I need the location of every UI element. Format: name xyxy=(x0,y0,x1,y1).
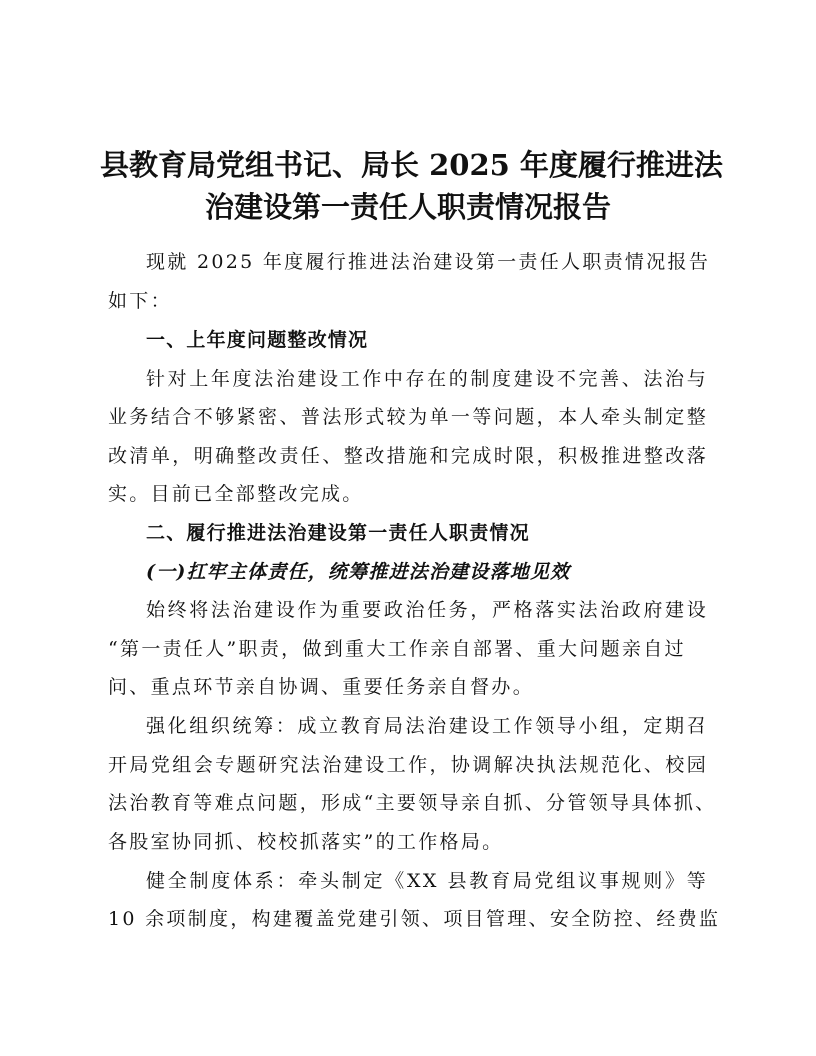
paragraph-b-line-1: 强化组织统筹：成立教育局法治建设工作领导小组，定期召 xyxy=(146,715,708,737)
paragraph-a-line-1: 始终将法治建设作为重要政治任务，严格落实法治政府建设 xyxy=(146,599,708,621)
paragraph-b-line-2: 开局党组会专题研究法治建设工作，协调解决执法规范化、校园 xyxy=(108,754,708,776)
paragraph-a-line-2: “第一责任人”职责，做到重大工作亲自部署、重大问题亲自过 xyxy=(108,638,686,660)
paragraph-c-line-1: 健全制度体系：牵头制定《XX 县教育局党组议事规则》等 xyxy=(146,870,708,892)
document-title-line-1: 县教育局党组书记、局长 2025 年度履行推进法 xyxy=(100,148,723,182)
section-2-heading: 二、履行推进法治建设第一责任人职责情况 xyxy=(146,522,530,544)
section-1-heading: 一、上年度问题整改情况 xyxy=(146,329,369,351)
intro-line-2: 如下： xyxy=(108,290,172,312)
paragraph-a-line-3: 问、重点环节亲自协调、重要任务亲自督办。 xyxy=(108,676,535,698)
paragraph-b-line-4: 各股室协同抓、校校抓落实”的工作格局。 xyxy=(108,831,504,853)
intro-line-1: 现就 2025 年度履行推进法治建设第一责任人职责情况报告 xyxy=(146,251,711,273)
section-1-line-2: 业务结合不够紧密、普法形式较为单一等问题，本人牵头制定整 xyxy=(108,406,708,428)
document-title-line-2: 治建设第一责任人职责情况报告 xyxy=(204,190,611,224)
paragraph-b-line-3: 法治教育等难点问题，形成“主要领导亲自抓、分管领导具体抓、 xyxy=(108,792,717,814)
paragraph-c-line-2: 10 余项制度，构建覆盖党建引领、项目管理、安全防控、经费监 xyxy=(108,908,721,930)
section-1-line-4: 实。目前已全部整改完成。 xyxy=(108,483,364,505)
section-1-line-1: 针对上年度法治建设工作中存在的制度建设不完善、法治与 xyxy=(146,368,708,390)
section-1-line-3: 改清单，明确整改责任、整改措施和完成时限，积极推进整改落 xyxy=(108,445,708,467)
section-2-subheading-1: (一)扛牢主体责任，统筹推进法治建设落地见效 xyxy=(146,561,571,583)
